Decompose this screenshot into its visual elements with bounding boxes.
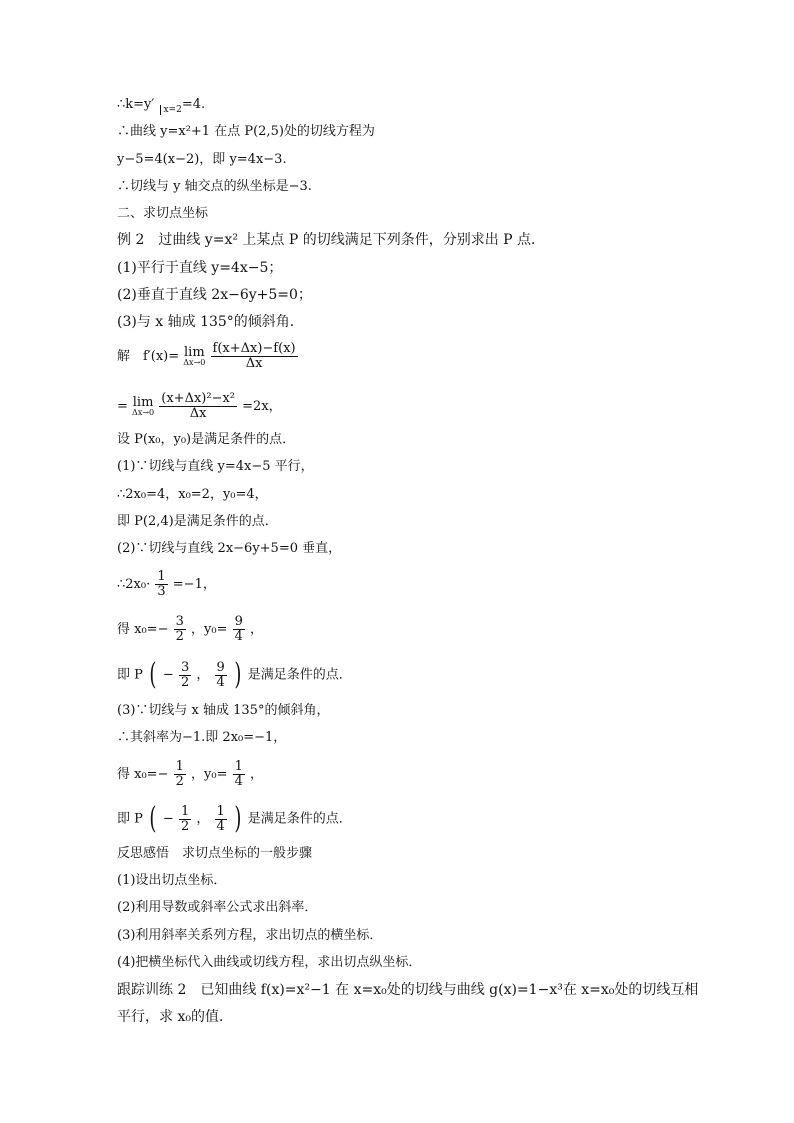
section-heading: 二、求切点坐标 xyxy=(117,206,209,221)
separator: ， xyxy=(250,767,264,782)
separator: ， xyxy=(250,622,264,637)
right-paren: ) xyxy=(234,801,242,836)
case-2-solve xyxy=(117,615,263,644)
fraction-denominator: 2 xyxy=(180,818,190,834)
derivative-value: =2x， xyxy=(242,399,282,414)
example-2-title: 例 2 过曲线 y=x² 上某点 P 的切线满足下列条件，分别求出 P 点． xyxy=(117,232,546,248)
step-4: (4)把横坐标代入曲线或切线方程，求出切点纵坐标． xyxy=(117,955,422,970)
slope-value: =4. xyxy=(181,97,206,112)
step-1: (1)设出切点坐标． xyxy=(117,873,227,888)
case-3-slope: ∴其斜率为−1.即 2x₀=−1， xyxy=(117,730,287,745)
slope-eval-point: x=2 xyxy=(160,105,181,115)
case-3-condition: (3)∵切线与 x 轴成 135°的倾斜角， xyxy=(117,703,330,718)
left-paren: ( xyxy=(149,801,157,836)
x0-label: 得 x₀=− xyxy=(117,767,169,782)
fraction xyxy=(215,805,227,834)
tangent-equation: y−5=4(x−2)，即 y=4x−3. xyxy=(117,152,287,167)
case-2-answer xyxy=(117,657,352,692)
fraction-numerator: 1 xyxy=(157,569,166,584)
minus-sign: − xyxy=(162,811,174,827)
case-1-condition: (1)∵切线与直线 y=4x−5 平行， xyxy=(117,459,314,474)
condition-2: (2)垂直于直线 2x−6y+5=0； xyxy=(117,287,312,303)
lim-subscript: Δx→0 xyxy=(183,357,206,367)
case-3-solve xyxy=(117,760,263,789)
y0-label: ，y₀= xyxy=(191,767,228,782)
exercise-2-text: 跟踪训练 2 已知曲线 f(x)=x²−1 在 x=x₀处的切线与曲线 g(x)=1−x³在 x=x₀处的切线互相 xyxy=(117,982,699,998)
condition-1: (1)平行于直线 y=4x−5； xyxy=(117,260,283,276)
fraction-denominator: 2 xyxy=(175,629,184,644)
fraction-numerator: 1 xyxy=(175,759,184,774)
fraction-numerator: (x+Δx)²−x² xyxy=(161,391,236,406)
reflection-heading: 反思感悟 求切点坐标的一般步骤 xyxy=(117,846,313,861)
fraction xyxy=(233,760,245,789)
fraction-denominator: 2 xyxy=(180,674,190,690)
lim-text: lim xyxy=(184,344,205,360)
comma: ， xyxy=(196,667,210,683)
case-2-equation xyxy=(117,570,216,599)
intercept-conclusion: ∴切线与 y 轴交点的纵坐标是−3. xyxy=(117,179,312,194)
condition-3: (3)与 x 轴成 135°的倾斜角． xyxy=(117,314,304,330)
slope-text: ∴k=y′ xyxy=(117,97,155,112)
comma: ， xyxy=(196,811,210,827)
point-label: 即 P xyxy=(117,811,143,827)
difference-quotient xyxy=(159,392,237,421)
equation-left: ∴2x₀· xyxy=(117,577,151,592)
left-paren: ( xyxy=(149,657,157,692)
equals-sign: = xyxy=(117,399,128,414)
limit-operator xyxy=(132,394,155,417)
fraction-denominator: Δx xyxy=(245,356,263,371)
x0-label: 得 x₀=− xyxy=(117,622,169,637)
fraction xyxy=(179,805,191,834)
fraction xyxy=(155,570,167,599)
case-3-answer xyxy=(117,801,352,836)
fraction-denominator: 4 xyxy=(216,818,225,834)
minus-sign: − xyxy=(162,667,174,683)
tangent-intro: ∴曲线 y=x²+1 在点 P(2,5)处的切线方程为 xyxy=(117,124,375,139)
lim-text: lim xyxy=(132,394,154,410)
difference-quotient xyxy=(211,342,298,371)
derivative-result xyxy=(117,392,282,421)
step-3: (3)利用斜率关系列方程，求出切点的横坐标． xyxy=(117,928,383,943)
lim-subscript: Δx→0 xyxy=(132,407,155,417)
fraction-denominator: 2 xyxy=(175,774,184,789)
equation-right: =−1， xyxy=(172,577,216,592)
fraction-denominator: Δx xyxy=(189,406,207,421)
case-1-solve: ∴2x₀=4，x₀=2，y₀=4， xyxy=(117,487,268,502)
point-label: 即 P xyxy=(117,667,143,683)
fraction xyxy=(179,661,191,690)
answer-text: 是满足条件的点． xyxy=(247,667,352,683)
fraction-numerator: 9 xyxy=(234,614,243,629)
fraction-numerator: 1 xyxy=(234,759,243,774)
derivative-definition xyxy=(117,342,299,371)
right-paren: ) xyxy=(234,657,242,692)
fraction xyxy=(174,760,186,789)
solution-label: 解 f′(x)= xyxy=(117,349,180,364)
fraction-numerator: f(x+Δx)−f(x) xyxy=(212,341,296,356)
case-2-condition: (2)∵切线与直线 2x−6y+5=0 垂直， xyxy=(117,541,342,556)
fraction-numerator: 3 xyxy=(175,614,184,629)
fraction-denominator: 4 xyxy=(234,629,243,644)
slope-line xyxy=(117,97,205,118)
fraction xyxy=(215,661,227,690)
point-assumption: 设 P(x₀，y₀)是满足条件的点． xyxy=(117,432,296,447)
fraction xyxy=(174,615,186,644)
fraction-numerator: 3 xyxy=(180,659,190,675)
fraction-denominator: 3 xyxy=(157,584,166,599)
step-2: (2)利用导数或斜率公式求出斜率． xyxy=(117,900,318,915)
fraction-numerator: 1 xyxy=(180,803,190,819)
fraction-numerator: 1 xyxy=(216,803,225,819)
exercise-2-text-cont: 平行，求 x₀的值． xyxy=(117,1009,233,1025)
limit-operator xyxy=(183,344,206,367)
fraction-denominator: 4 xyxy=(216,674,225,690)
y0-label: ，y₀= xyxy=(191,622,228,637)
case-1-answer: 即 P(2,4)是满足条件的点． xyxy=(117,514,278,529)
fraction-numerator: 9 xyxy=(216,659,225,675)
answer-text: 是满足条件的点． xyxy=(247,811,352,827)
fraction xyxy=(233,615,245,644)
fraction-denominator: 4 xyxy=(234,774,243,789)
